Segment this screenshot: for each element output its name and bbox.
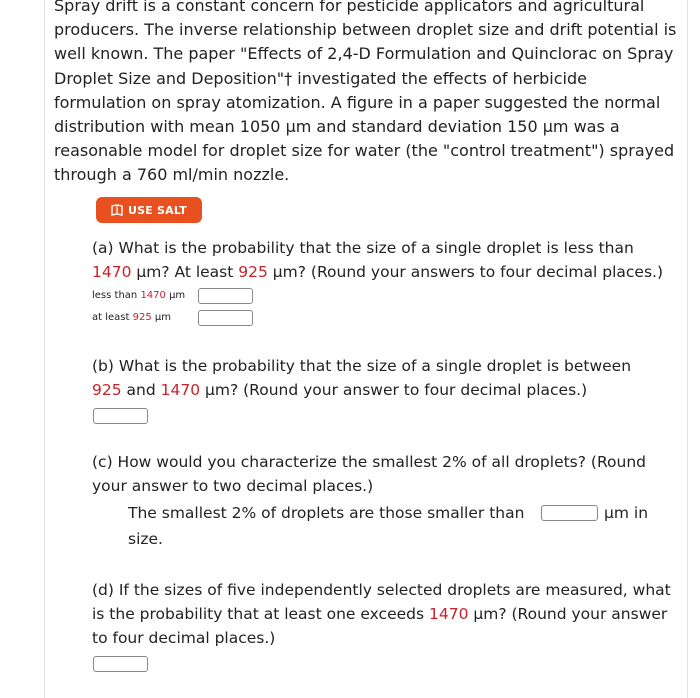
part-a-label-at-least: at least 925 μm xyxy=(92,312,171,323)
part-b-question: (b) What is the probability that the size of a single droplet is between 925 and 1470 μm? (Round your answer to four decimal places.) xyxy=(92,357,632,399)
part-a-at-least-input[interactable] xyxy=(198,310,253,326)
use-salt-label: USE SALT xyxy=(128,203,187,217)
salt-book-icon xyxy=(111,204,123,216)
part-a-less-than-input[interactable] xyxy=(198,288,253,304)
part-a-label-less-than: less than 1470 μm xyxy=(92,290,186,301)
part-c-unit: μm in xyxy=(604,504,649,522)
part-d-question: (d) If the sizes of five independently selected droplets are measured, what is the probability that at least one exceeds 1470 μm? (Round your answer to four decimal places.) xyxy=(92,581,671,647)
part-d-input[interactable] xyxy=(93,656,148,672)
part-c-fill-text: The smallest 2% of droplets are those smaller than xyxy=(128,504,525,522)
part-a-question: (a) What is the probability that the size of a single droplet is less than 1470 μm? At least 925 μm? (Round your answers to four decimal places.) xyxy=(92,239,664,281)
part-c-input[interactable] xyxy=(541,505,598,521)
part-b-input[interactable] xyxy=(93,408,148,424)
part-c-size-word: size. xyxy=(128,530,163,548)
problem-intro: Spray drift is a constant concern for pesticide applicators and agricultural producers. The inverse relationship between droplet size and drift potential is well known. The paper "Effects of 2,4-D Formulation and Quinclorac on Spray Droplet Size and Deposition"† investigated the effects of herbicide formulation on spray atomization. A figure in a paper suggested the normal distribution with mean 1050 μm and standard deviation 150 μm was a reasonable model for droplet size for water (the "control treatment") sprayed through a 760 ml/min nozzle. xyxy=(54,0,677,185)
use-salt-button[interactable] xyxy=(96,197,202,223)
part-c-question: (c) How would you characterize the smallest 2% of all droplets? (Round your answer to two decimal places.) xyxy=(92,453,646,495)
